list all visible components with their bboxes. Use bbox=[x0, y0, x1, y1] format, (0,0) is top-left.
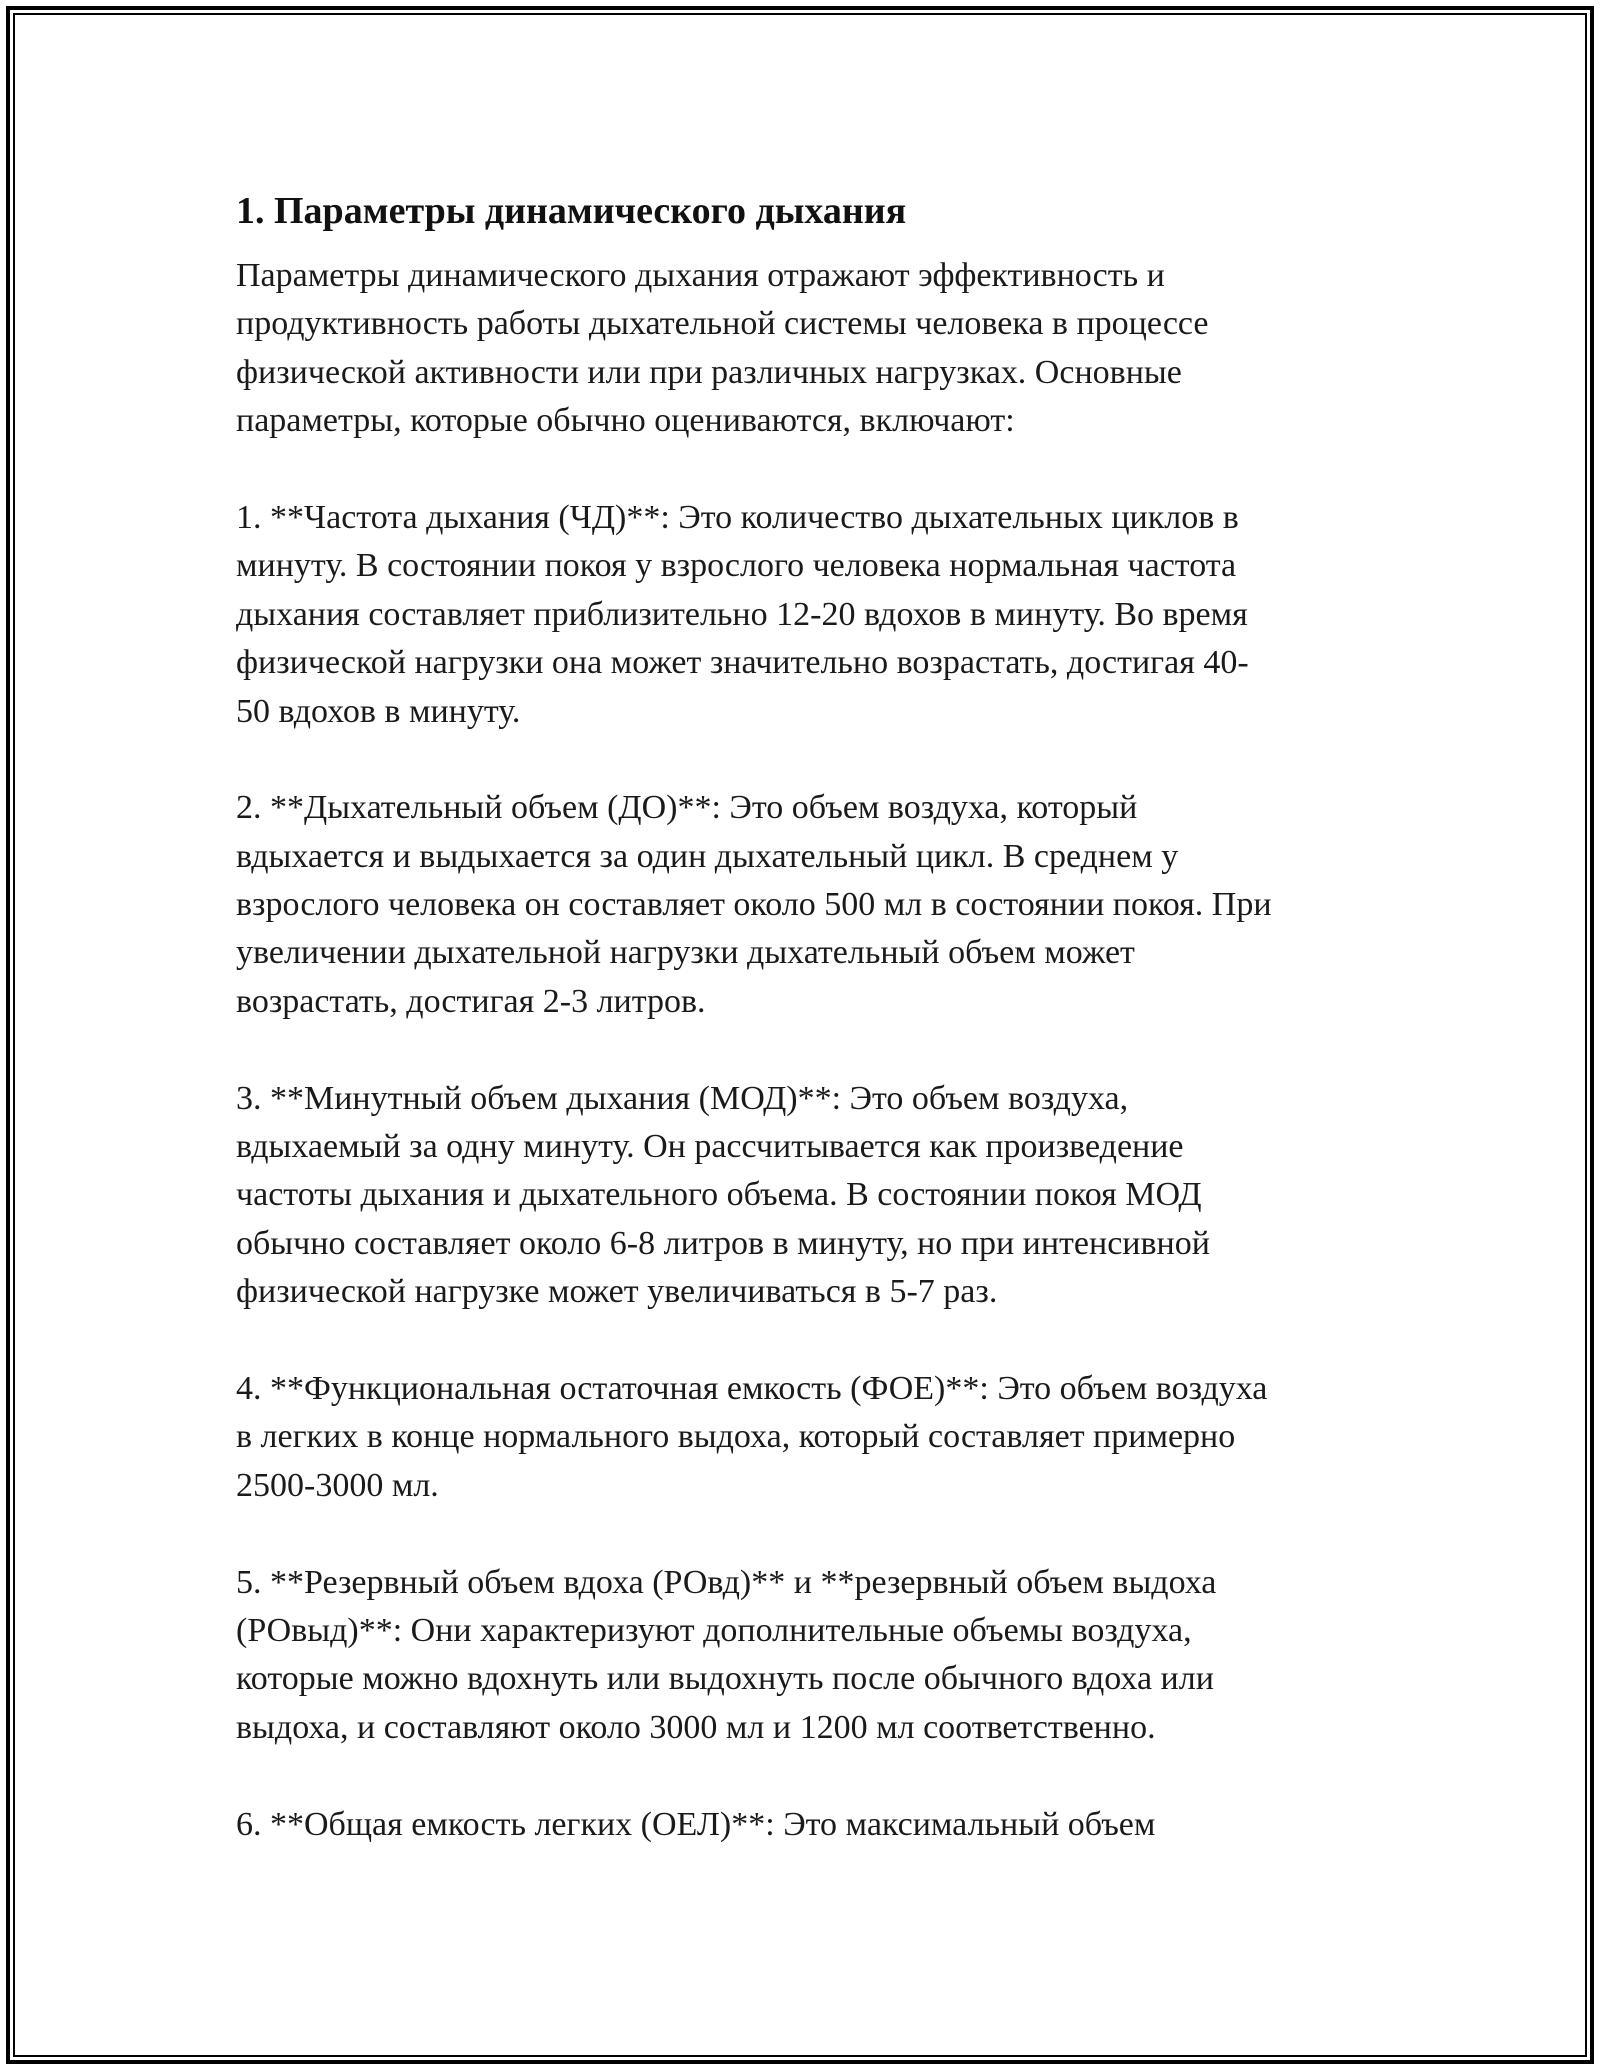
text-line: 1. **Частота дыхания (ЧД)**: Это количество дыхательных циклов в bbox=[236, 498, 1239, 536]
text-line: физической нагрузке может увеличиваться в 5-7 раз. bbox=[236, 1273, 998, 1311]
text-line: физической активности или при различных нагрузках. Основные bbox=[236, 353, 1182, 391]
text-line: частоты дыхания и дыхательного объема. В состоянии покоя МОД bbox=[236, 1176, 1202, 1214]
list-item-minute-volume bbox=[236, 1075, 1386, 1317]
text-line: вдыхаемый за одну минуту. Он рассчитывается как произведение bbox=[236, 1128, 1184, 1166]
list-item-functional-residual-capacity bbox=[236, 1365, 1386, 1510]
text-line: 6. **Общая емкость легких (ОЕЛ)**: Это максимальный объем bbox=[236, 1805, 1156, 1843]
text-line: Параметры динамического дыхания отражают эффективность и bbox=[236, 257, 1165, 294]
intro-paragraph bbox=[236, 252, 1386, 446]
text-line: минуту. В состоянии покоя у взрослого человека нормальная частота bbox=[236, 547, 1237, 585]
text-line: в легких в конце нормального выдоха, который составляет примерно bbox=[236, 1418, 1236, 1456]
list-item-tidal-volume bbox=[236, 784, 1386, 1026]
text-line: дыхания составляет приблизительно 12-20 вдохов в минуту. Во время bbox=[236, 595, 1248, 633]
list-item-reserve-volumes bbox=[236, 1559, 1386, 1753]
text-line: физической нагрузки она может значительно возрастать, достигая 40- bbox=[236, 644, 1249, 682]
text-line: 3. **Минутный объем дыхания (МОД)**: Это объем воздуха, bbox=[236, 1079, 1129, 1117]
text-line: 2500-3000 мл. bbox=[236, 1466, 439, 1504]
text-line: возрастать, достигая 2-3 литров. bbox=[236, 982, 706, 1020]
text-line: 5. **Резервный объем вдоха (РОвд)** и **резервный объем выдоха bbox=[236, 1563, 1217, 1601]
text-line: параметры, которые обычно оцениваются, включают: bbox=[236, 402, 1015, 440]
list-item-total-lung-capacity bbox=[236, 1801, 1386, 1849]
text-line: продуктивность работы дыхательной системы человека в процессе bbox=[236, 305, 1209, 343]
document-body bbox=[236, 186, 1386, 1849]
text-line: 50 вдохов в минуту. bbox=[236, 692, 521, 730]
text-line: взрослого человека он составляет около 500 мл в состоянии покоя. При bbox=[236, 886, 1272, 924]
list-item-breathing-rate bbox=[236, 494, 1386, 736]
text-line: 4. **Функциональная остаточная емкость (ФОЕ)**: Это объем воздуха bbox=[236, 1369, 1268, 1407]
text-line: (РОвыд)**: Они характеризуют дополнительные объемы воздуха, bbox=[236, 1611, 1192, 1649]
text-line: 2. **Дыхательный объем (ДО)**: Это объем воздуха, который bbox=[236, 789, 1138, 827]
text-line: обычно составляет около 6-8 литров в минуту, но при интенсивной bbox=[236, 1224, 1210, 1262]
text-line: вдыхается и выдыхается за один дыхательный цикл. В среднем у bbox=[236, 837, 1179, 875]
document-title: 1. Параметры динамического дыхания bbox=[236, 190, 907, 232]
text-line: которые можно вдохнуть или выдохнуть после обычного вдоха или bbox=[236, 1660, 1214, 1698]
text-line: выдоха, и составляют около 3000 мл и 1200 мл соответственно. bbox=[236, 1708, 1156, 1746]
text-line: увеличении дыхательной нагрузки дыхательный объем может bbox=[236, 934, 1135, 972]
